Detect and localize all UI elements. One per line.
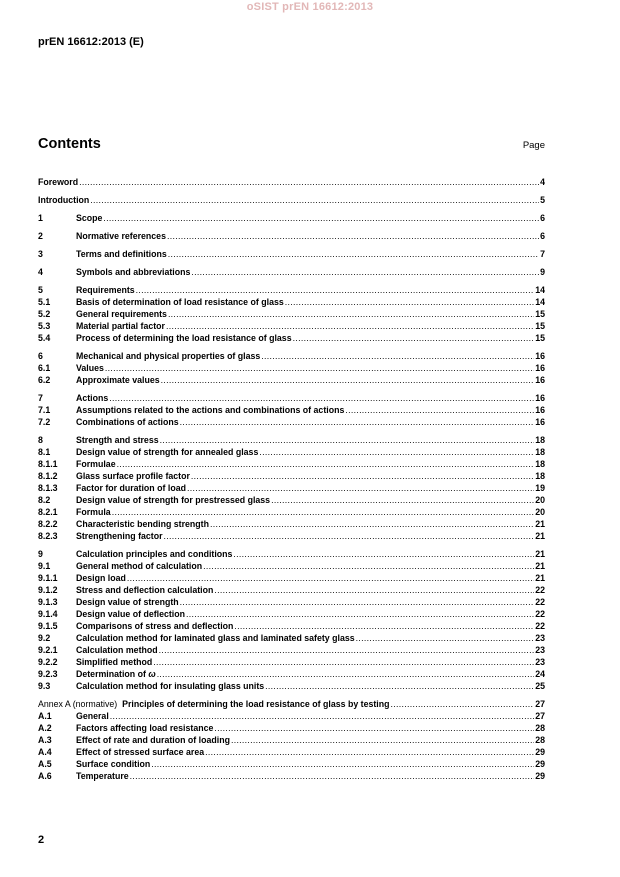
toc-entry[interactable] — [38, 644, 545, 656]
toc-entry-title: Basis of determination of load resistance of glass — [76, 297, 284, 307]
toc-entry[interactable] — [38, 518, 545, 530]
toc-entry-page: 21 — [535, 519, 545, 529]
dot-leader — [167, 230, 539, 242]
toc-entry[interactable] — [38, 596, 545, 608]
toc-entry-page: 22 — [535, 597, 545, 607]
dot-leader — [187, 482, 534, 494]
toc-entry-number: 8.2 — [38, 495, 51, 505]
toc-entry[interactable] — [38, 374, 545, 386]
toc-entry-title: Stress and deflection calculation — [76, 585, 214, 595]
toc-entry[interactable] — [38, 746, 545, 758]
toc-entry-title: Formulae — [76, 459, 116, 469]
toc-entry-title: Design load — [76, 573, 126, 583]
toc-entry-page: 15 — [535, 321, 545, 331]
toc-entry-number: 8.2.3 — [38, 531, 58, 541]
toc-entry-number: 3 — [38, 249, 43, 259]
dot-leader — [180, 596, 535, 608]
dot-leader — [205, 746, 534, 758]
toc-entry-title — [38, 698, 390, 710]
toc-entry-page: 16 — [535, 417, 545, 427]
toc-entry-page: 24 — [535, 669, 545, 679]
toc-entry-page: 23 — [535, 633, 545, 643]
toc-entry-page: 21 — [535, 531, 545, 541]
dot-leader — [391, 698, 535, 710]
toc-entry[interactable] — [38, 770, 545, 782]
dot-leader — [214, 584, 534, 596]
toc-entry-page: 29 — [535, 771, 545, 781]
dot-leader — [103, 212, 539, 224]
dot-leader — [127, 572, 534, 584]
toc-entry-title: Mechanical and physical properties of glass — [76, 351, 261, 361]
toc-entry-title: Design value of strength — [76, 597, 179, 607]
toc-entry-number: 8.1.1 — [38, 459, 58, 469]
toc-entry-title: Approximate values — [76, 375, 160, 385]
toc-entry[interactable] — [38, 392, 545, 404]
contents-heading: Contents — [38, 136, 101, 152]
toc-entry-page: 20 — [535, 495, 545, 505]
toc-entry-title: Characteristic bending strength — [76, 519, 209, 529]
toc-entry-number: 9.1 — [38, 561, 51, 571]
dot-leader — [164, 530, 535, 542]
toc-entry-page: 21 — [535, 573, 545, 583]
toc-entry-title: Factor for duration of load — [76, 483, 186, 493]
toc-entry[interactable] — [38, 494, 545, 506]
dot-leader — [166, 320, 534, 332]
toc-entry[interactable] — [38, 656, 545, 668]
toc-entry[interactable] — [38, 608, 545, 620]
toc-entry-page: 15 — [535, 333, 545, 343]
toc-entry-title: Calculation principles and conditions — [76, 549, 233, 559]
toc-entry[interactable] — [38, 350, 545, 362]
toc-entry-title: Scope — [76, 213, 103, 223]
dot-leader — [112, 506, 535, 518]
toc-entry[interactable] — [38, 572, 545, 584]
toc-entry-number: 6.1 — [38, 363, 51, 373]
toc-entry-number: 9.1.5 — [38, 621, 58, 631]
toc-entry[interactable] — [38, 362, 545, 374]
toc-entry-number: A.1 — [38, 711, 52, 721]
toc-entry[interactable] — [38, 758, 545, 770]
toc-entry-number: A.3 — [38, 735, 52, 745]
toc-entry-page: 9 — [540, 267, 545, 277]
annex-label: Annex A (normative) — [38, 699, 118, 709]
toc-entry[interactable] — [38, 482, 545, 494]
dot-leader — [356, 632, 535, 644]
dot-leader — [157, 668, 535, 680]
toc-entry-number: 9.1.2 — [38, 585, 58, 595]
dot-leader — [79, 176, 539, 188]
toc-entry-number: 8.2.2 — [38, 519, 58, 529]
toc-entry-title: Terms and definitions — [76, 249, 167, 259]
toc-entry-title: Factors affecting load resistance — [76, 723, 214, 733]
toc-entry-number: 9.2 — [38, 633, 51, 643]
toc-entry-title: Actions — [76, 393, 109, 403]
toc-entry[interactable] — [38, 230, 545, 242]
toc-entry-number: 2 — [38, 231, 43, 241]
toc-entry-title: Design value of strength for annealed glass — [76, 447, 259, 457]
toc-entry[interactable] — [38, 446, 545, 458]
toc-entry-title: Assumptions related to the actions and combinations of actions — [76, 405, 345, 415]
toc-entry-title: Design value of strength for prestressed glass — [76, 495, 271, 505]
toc-entry-page: 18 — [535, 471, 545, 481]
toc-entry-number: 9.2.3 — [38, 669, 58, 679]
dot-leader — [285, 296, 534, 308]
toc-entry-title: Surface condition — [76, 759, 151, 769]
toc-entry-number: 8 — [38, 435, 43, 445]
toc-entry-page: 6 — [540, 231, 545, 241]
toc-entry[interactable] — [38, 308, 545, 320]
toc-entry-number: 6.2 — [38, 375, 51, 385]
toc-entry-page: 7 — [540, 249, 545, 259]
toc-entry[interactable] — [38, 434, 545, 446]
toc-entry[interactable] — [38, 668, 545, 680]
toc-entry-number: 9.2.1 — [38, 645, 58, 655]
toc-entry-page: 22 — [535, 609, 545, 619]
toc-entry[interactable] — [38, 296, 545, 308]
toc-entry[interactable] — [38, 530, 545, 542]
toc-entry-page: 28 — [535, 735, 545, 745]
toc-entry-page: 16 — [535, 375, 545, 385]
toc-entry[interactable] — [38, 176, 545, 188]
toc-entry-title: Temperature — [76, 771, 129, 781]
toc-entry-title: Strength and stress — [76, 435, 159, 445]
toc-entry-number: 9.1.3 — [38, 597, 58, 607]
toc-entry-title: Material partial factor — [76, 321, 165, 331]
toc-entry-number: 5 — [38, 285, 43, 295]
toc-entry-page: 23 — [535, 645, 545, 655]
dot-leader — [136, 284, 535, 296]
toc-entry-title: Strengthening factor — [76, 531, 163, 541]
toc-entry-title: Comparisons of stress and deflection — [76, 621, 234, 631]
toc-entry-number: 7.2 — [38, 417, 51, 427]
toc-entry-number: A.2 — [38, 723, 52, 733]
toc-entry[interactable] — [38, 722, 545, 734]
omega-symbol: ω — [148, 669, 156, 679]
dot-leader — [203, 560, 534, 572]
dot-leader — [191, 266, 539, 278]
dot-leader — [168, 308, 534, 320]
toc-entry-title: General method of calculation — [76, 561, 203, 571]
dot-leader — [130, 770, 535, 782]
toc-entry-title: Combinations of actions — [76, 417, 179, 427]
toc-entry-title — [76, 668, 156, 680]
toc-entry-title: Process of determining the load resistance of glass — [76, 333, 292, 343]
toc-entry-number: 8.1 — [38, 447, 51, 457]
dot-leader — [180, 416, 535, 428]
toc-entry-number: 8.2.1 — [38, 507, 58, 517]
toc-entry-title: Calculation method for insulating glass units — [76, 681, 265, 691]
toc-entry[interactable] — [38, 212, 545, 224]
toc-entry-page: 4 — [540, 177, 545, 187]
toc-entry-number: 9.1.4 — [38, 609, 58, 619]
toc-entry-page: 27 — [535, 699, 545, 709]
dot-leader — [109, 392, 534, 404]
toc-entry-title: Formula — [76, 507, 111, 517]
toc-entry-number: 9.3 — [38, 681, 51, 691]
dot-leader — [210, 518, 534, 530]
dot-leader — [161, 374, 535, 386]
toc-entry-number: A.4 — [38, 747, 52, 757]
toc-entry[interactable] — [38, 320, 545, 332]
toc-entry-title: Calculation method for laminated glass and laminated safety glass — [76, 633, 355, 643]
toc-entry[interactable] — [38, 680, 545, 692]
page-column-label: Page — [522, 140, 545, 151]
toc-entry-page: 25 — [535, 681, 545, 691]
toc-entry[interactable] — [38, 632, 545, 644]
page-number: 2 — [38, 834, 45, 846]
toc-entry-number: 8.1.2 — [38, 471, 58, 481]
dot-leader — [117, 458, 535, 470]
toc-entry[interactable] — [38, 332, 545, 344]
toc-entry-page: 22 — [535, 621, 545, 631]
toc-entry-page: 16 — [535, 363, 545, 373]
toc-entry-page: 20 — [535, 507, 545, 517]
toc-entry[interactable] — [38, 620, 545, 632]
watermark: oSIST prEN 16612:2013 — [246, 1, 374, 13]
toc-entry-page: 6 — [540, 213, 545, 223]
toc-entry-title: Requirements — [76, 285, 135, 295]
toc-entry-page: 16 — [535, 393, 545, 403]
dot-leader — [160, 434, 535, 446]
toc-entry-number: 8.1.3 — [38, 483, 58, 493]
toc-entry[interactable] — [38, 248, 545, 260]
dot-leader — [191, 470, 534, 482]
dot-leader — [265, 680, 534, 692]
dot-leader — [214, 722, 534, 734]
toc-entry-page: 18 — [535, 447, 545, 457]
toc-entry[interactable] — [38, 710, 545, 722]
toc-entry-title: Simplified method — [76, 657, 153, 667]
toc-entry-page: 21 — [535, 561, 545, 571]
toc-entry-page: 21 — [535, 549, 545, 559]
toc-entry-page: 18 — [535, 435, 545, 445]
toc-entry-number: 6 — [38, 351, 43, 361]
toc-entry-title: Effect of stressed surface area — [76, 747, 205, 757]
toc-entry-page: 14 — [535, 297, 545, 307]
toc-entry-page: 29 — [535, 747, 545, 757]
toc-entry-number: 4 — [38, 267, 43, 277]
toc-entry[interactable] — [38, 560, 545, 572]
dot-leader — [293, 332, 535, 344]
dot-leader — [151, 758, 534, 770]
toc-entry[interactable] — [38, 698, 545, 710]
dot-leader — [110, 710, 534, 722]
toc-entry-page: 14 — [535, 285, 545, 295]
toc-entry[interactable] — [38, 548, 545, 560]
dot-leader — [259, 446, 534, 458]
toc-entry-page: 15 — [535, 309, 545, 319]
toc-entry-number: 7.1 — [38, 405, 51, 415]
toc-entry-title: Introduction — [38, 195, 90, 205]
dot-leader — [345, 404, 534, 416]
toc-entry-title: Foreword — [38, 177, 79, 187]
dot-leader — [105, 362, 534, 374]
table-of-contents — [38, 176, 545, 782]
toc-entry-number: 5.4 — [38, 333, 51, 343]
toc-entry[interactable] — [38, 734, 545, 746]
toc-entry-page: 28 — [535, 723, 545, 733]
toc-entry-page: 16 — [535, 405, 545, 415]
toc-entry[interactable] — [38, 266, 545, 278]
toc-entry-title: Calculation method — [76, 645, 158, 655]
toc-entry[interactable] — [38, 470, 545, 482]
toc-entry-number: 9.2.2 — [38, 657, 58, 667]
toc-entry-page: 23 — [535, 657, 545, 667]
toc-entry-number: 9.1.1 — [38, 573, 58, 583]
toc-entry-title: Values — [76, 363, 104, 373]
toc-entry-title: General — [76, 711, 109, 721]
toc-entry-number: 5.2 — [38, 309, 51, 319]
toc-entry-title: Symbols and abbreviations — [76, 267, 191, 277]
dot-leader — [231, 734, 534, 746]
toc-entry-page: 19 — [535, 483, 545, 493]
dot-leader — [271, 494, 534, 506]
dot-leader — [153, 656, 534, 668]
dot-leader — [234, 620, 534, 632]
toc-entry[interactable] — [38, 506, 545, 518]
toc-entry-title: Glass surface profile factor — [76, 471, 190, 481]
toc-entry-title-text: Determination of — [76, 669, 149, 679]
toc-entry[interactable] — [38, 458, 545, 470]
toc-entry-number: A.5 — [38, 759, 52, 769]
toc-entry-title: Design value of deflection — [76, 609, 186, 619]
toc-entry-page: 16 — [535, 351, 545, 361]
toc-entry-number: A.6 — [38, 771, 52, 781]
toc-entry-page: 5 — [540, 195, 545, 205]
toc-entry-number: 7 — [38, 393, 43, 403]
document-id: prEN 16612:2013 (E) — [38, 36, 144, 48]
toc-entry[interactable] — [38, 404, 545, 416]
toc-entry-page: 27 — [535, 711, 545, 721]
toc-entry-number: 1 — [38, 213, 43, 223]
toc-entry-page: 22 — [535, 585, 545, 595]
toc-entry[interactable] — [38, 194, 545, 206]
toc-entry-page: 29 — [535, 759, 545, 769]
annex-title: Principles of determining the load resistance of glass by testing — [122, 699, 390, 709]
dot-leader — [233, 548, 534, 560]
toc-entry-title: Normative references — [76, 231, 166, 241]
toc-entry[interactable] — [38, 416, 545, 428]
toc-entry-title: Effect of rate and duration of loading — [76, 735, 230, 745]
toc-entry[interactable] — [38, 284, 545, 296]
toc-entry-number: 5.3 — [38, 321, 51, 331]
toc-entry-number: 5.1 — [38, 297, 51, 307]
dot-leader — [186, 608, 534, 620]
dot-leader — [261, 350, 534, 362]
dot-leader — [168, 248, 539, 260]
toc-entry[interactable] — [38, 584, 545, 596]
toc-entry-page: 18 — [535, 459, 545, 469]
toc-entry-title: General requirements — [76, 309, 167, 319]
toc-entry-number: 9 — [38, 549, 43, 559]
dot-leader — [159, 644, 535, 656]
dot-leader — [90, 194, 539, 206]
